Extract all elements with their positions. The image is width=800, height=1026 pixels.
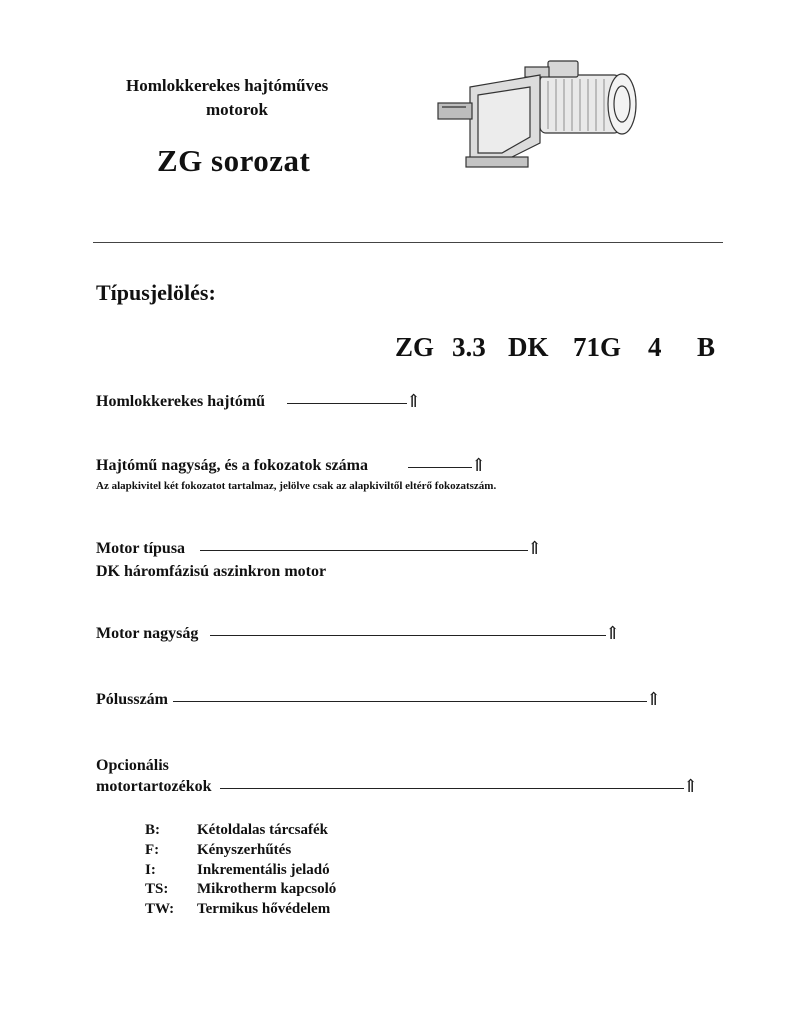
item-gearbox-size-leader-line	[408, 467, 472, 468]
item-gearbox-size-arrow-icon: ⇑	[471, 455, 487, 475]
code-poles: 4	[648, 332, 662, 362]
code-motor-type: DK	[508, 332, 549, 362]
item-poles-arrow-icon: ⇑	[646, 689, 662, 709]
item-motor-size-arrow-icon: ⇑	[605, 623, 621, 643]
item-motor-type-description: DK háromfázisú aszinkron motor	[96, 563, 327, 580]
code-series: ZG	[395, 332, 435, 362]
series-title: ZG sorozat	[157, 143, 311, 178]
header-title-line2: motorok	[206, 100, 269, 119]
option-key: TS:	[145, 881, 169, 897]
code-gearbox-size: 3.3	[452, 332, 486, 362]
item-options-label-line2: motortartozékok	[96, 778, 212, 795]
item-options-label-line1: Opcionális	[96, 757, 169, 774]
item-motor-type-arrow-icon: ⇑	[527, 538, 543, 558]
item-gearbox-leader-line	[287, 403, 407, 404]
item-motor-size-label: Motor nagyság	[96, 625, 199, 642]
item-gearbox-label: Homlokkerekes hajtómű	[96, 393, 266, 410]
item-gearbox-arrow-icon: ⇑	[406, 391, 422, 411]
option-value: Inkrementális jeladó	[197, 862, 330, 878]
code-options: B	[697, 332, 716, 362]
option-key: I:	[145, 862, 156, 878]
item-motor-size-leader-line	[210, 635, 606, 636]
header-title-line1: Homlokkerekes hajtóműves	[126, 76, 329, 95]
option-key: B:	[145, 822, 160, 838]
gear-motor-illustration	[430, 45, 640, 180]
option-value: Kétoldalas tárcsafék	[197, 822, 328, 838]
option-key: TW:	[145, 901, 175, 917]
item-poles-leader-line	[173, 701, 647, 702]
item-poles-label: Pólusszám	[96, 691, 168, 708]
option-value: Termikus hővédelem	[197, 901, 331, 917]
option-key: F:	[145, 842, 160, 858]
type-designation-heading: Típusjelölés:	[96, 280, 216, 305]
item-options-arrow-icon: ⇑	[683, 776, 699, 796]
item-motor-type-label: Motor típusa	[96, 540, 186, 557]
item-gearbox-size-label: Hajtómű nagyság, és a fokozatok száma	[96, 457, 368, 474]
horizontal-divider	[93, 242, 723, 243]
option-value: Mikrotherm kapcsoló	[197, 881, 337, 897]
code-motor-size: 71G	[573, 332, 622, 362]
item-motor-type-leader-line	[200, 550, 528, 551]
item-gearbox-size-note: Az alapkivitel két fokozatot tartalmaz, jelölve csak az alapkiviltől eltérő fokozatszám.	[96, 480, 497, 492]
option-value: Kényszerhűtés	[197, 842, 292, 858]
item-options-leader-line	[220, 788, 684, 789]
